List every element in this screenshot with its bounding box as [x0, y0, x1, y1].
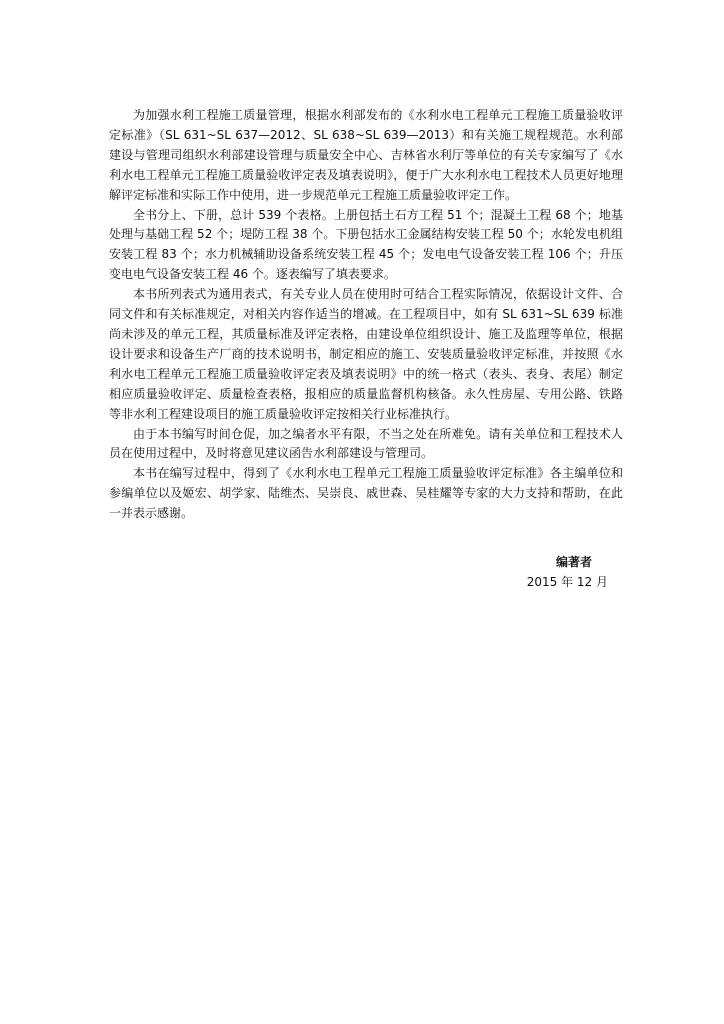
- paragraph-disclaimer: 由于本书编写时间仓促，加之编者水平有限，不当之处在所难免。请有关单位和工程技术人员在使用过程中，及时将意见建议函告水利部建设与管理司。: [109, 426, 623, 461]
- paragraph-intro: 为加强水利工程施工质量管理，根据水利部发布的《水利水电工程单元工程施工质量验收评定标准》（SL 631~SL 637—2012、SL 638~SL 639—2013）和有关施工规程规范。水利部建设与管理司组织水利部建设管理与质量安全中心、吉林省水利厅等单位的有关专家编写了《水利水电工程单元工程施工质量验收评定表及填表说明》，便于广大水利水电工程技术人员更好地理解评定标准和实际工作中使用，进一步规范单元工程施工质量验收评定工作。: [109, 108, 623, 202]
- author-signature: 编著者: [555, 555, 592, 569]
- paragraph-contents: 全书分上、下册，总计 539 个表格。上册包括土石方工程 51 个；混凝土工程 68 个；地基处理与基础工程 52 个；堤防工程 38 个。下册包括水工金属结构安装工程 50 个；水轮发电机组安装工程 83 个；水力机械辅助设备系统安装工程 45 个；发电电气设备安装工程 106 个；升压变电电气设备安装工程 46 个。逐表编写了填表要求。: [109, 207, 623, 282]
- signature-block: [109, 552, 608, 592]
- preface-body: [109, 106, 623, 524]
- paragraph-acknowledgement: 本书在编写过程中，得到了《水利水电工程单元工程施工质量验收评定标准》各主编单位和参编单位以及姬宏、胡学家、陆维杰、吴崇良、戚世森、吴桂耀等专家的大力支持和帮助，在此一并表示感谢。: [109, 466, 623, 521]
- signature-date: 2015 年 12 月: [526, 575, 608, 589]
- paragraph-usage: 本书所列表式为通用表式，有关专业人员在使用时可结合工程实际情况，依据设计文件、合同文件和有关标准规定，对相关内容作适当的增减。在工程项目中，如有 SL 631~SL 639 标准尚未涉及的单元工程，其质量标准及评定表格，由建设单位组织设计、施工及监理等单位，根据设计要求和设备生产厂商的技术说明书，制定相应的施工、安装质量验收评定标准，并按照《水利水电工程单元工程施工质量验收评定表及填表说明》中的统一格式（表头、表身、表尾）制定相应质量验收评定、质量检查表格，报相应的质量监督机构核备。永久性房屋、专用公路、铁路等非水利工程建设项目的施工质量验收评定按相关行业标准执行。: [109, 287, 623, 421]
